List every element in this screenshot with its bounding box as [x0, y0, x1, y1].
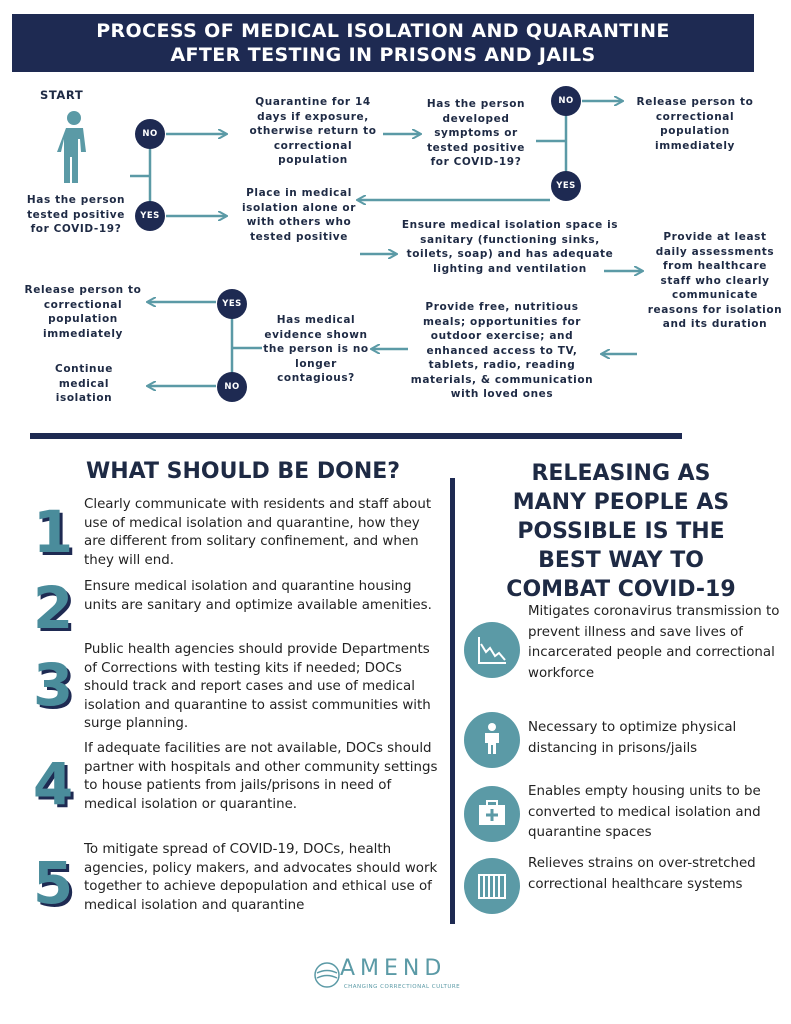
- step-1-text: Clearly communicate with residents and staff about use of medical isolation and quarantine, how they are different from solitary confinement, and when they will end.: [84, 497, 432, 568]
- amend-logo: [312, 956, 472, 1000]
- benefit-2-text: Necessary to optimize physical distancing in prisons/jails: [528, 720, 737, 756]
- benefit-3-text: Enables empty housing units to be converted to medical isolation and quarantine spaces: [528, 784, 761, 840]
- step-2-number: 2: [32, 574, 74, 642]
- place-in-isolation: Place in medical isolation alone or with others who tested positive: [241, 187, 357, 243]
- start-label: START: [40, 88, 84, 102]
- badge-yes-symptoms: YES: [551, 171, 581, 201]
- step-1-number: 1: [32, 498, 74, 566]
- quarantine-14-days: Quarantine for 14 days if exposure, otherwise return to correctional population: [249, 96, 377, 166]
- step-2-text: Ensure medical isolation and quarantine housing units are sanitary and optimize available amenities.: [84, 579, 432, 613]
- provide-meals: Provide free, nutritious meals; opportunities for outdoor exercise; and enhanced access to TV, tablets, radio, reading materials, & communication with loved ones: [410, 301, 594, 400]
- amend-tagline: CHANGING CORRECTIONAL CULTURE: [343, 984, 461, 990]
- walking-person-icon: [57, 111, 86, 183]
- step-5-number: 5: [32, 849, 74, 917]
- badge-no-symptoms: NO: [551, 86, 581, 116]
- column-divider: [450, 478, 455, 924]
- step-5-text: To mitigate spread of COVID-19, DOCs, health agencies, policy makers, and advocates should work together to achieve depopulation and ethical use of medical isolation and quarantine: [84, 842, 438, 913]
- question-no-longer-contagious: Has medical evidence shown the person is no longer contagious?: [263, 314, 369, 384]
- title-line-2: AFTER TESTING IN PRISONS AND JAILS: [170, 44, 596, 66]
- title-line-1: PROCESS OF MEDICAL ISOLATION AND QUARANTINE: [96, 20, 670, 42]
- question-tested-positive: Has the person tested positive for COVID-19?: [26, 194, 126, 235]
- step-4-text: If adequate facilities are not available, DOCs should partner with hospitals and other community settings to house patients from jails/prisons in need of medical isolation or quarantine.: [84, 741, 438, 812]
- section-divider: [30, 433, 682, 439]
- releasing-heading-line-4: BEST WAY TO: [538, 548, 704, 573]
- daily-assessments: Provide at least daily assessments from healthcare staff who clearly communicate reasons for isolation and its duration: [647, 231, 783, 330]
- step-4-number: 4: [32, 750, 74, 818]
- badge-yes-tested: YES: [135, 201, 165, 231]
- benefits-list: [462, 600, 782, 920]
- benefit-1-text: Mitigates coronavirus transmission to prevent illness and save lives of incarcerated people and correctional workforce: [528, 604, 780, 681]
- amend-logo-text: AMEND: [340, 956, 447, 981]
- benefit-4-text: Relieves strains on over-stretched correctional healthcare systems: [528, 856, 756, 892]
- step-3-text: Public health agencies should provide Departments of Corrections with testing kits if needed; DOCs should track and report cases and use of medical isolation and quarantine to assist communities with surge planning.: [84, 642, 431, 731]
- releasing-heading-line-2: MANY PEOPLE AS: [512, 490, 730, 515]
- what-should-be-done-heading: WHAT SHOULD BE DONE?: [85, 459, 401, 484]
- releasing-heading-line-1: RELEASING AS: [531, 461, 711, 486]
- step-3-number: 3: [32, 651, 74, 719]
- question-symptoms: Has the person developed symptoms or tested positive for COVID-19?: [426, 98, 526, 168]
- badge-yes-contagious: YES: [217, 289, 247, 319]
- releasing-heading: [462, 459, 780, 604]
- prison-bars-icon: [464, 858, 520, 914]
- medical-kit-icon: [464, 786, 520, 842]
- release-bottom: Release person to correctional population immediately: [24, 284, 142, 340]
- badge-no-tested: NO: [135, 119, 165, 149]
- declining-chart-icon: [464, 622, 520, 678]
- releasing-heading-line-3: POSSIBLE IS THE: [517, 519, 725, 544]
- release-top: Release person to correctional population immediately: [636, 96, 754, 152]
- continue-isolation: Continue medical isolation: [55, 363, 113, 404]
- ensure-sanitary: Ensure medical isolation space is sanitary (functioning sinks, toilets, soap) and has adequate lighting and ventilation: [401, 219, 619, 275]
- releasing-heading-line-5: COMBAT COVID-19: [506, 577, 736, 602]
- badge-no-contagious: NO: [217, 372, 247, 402]
- person-icon: [464, 712, 520, 768]
